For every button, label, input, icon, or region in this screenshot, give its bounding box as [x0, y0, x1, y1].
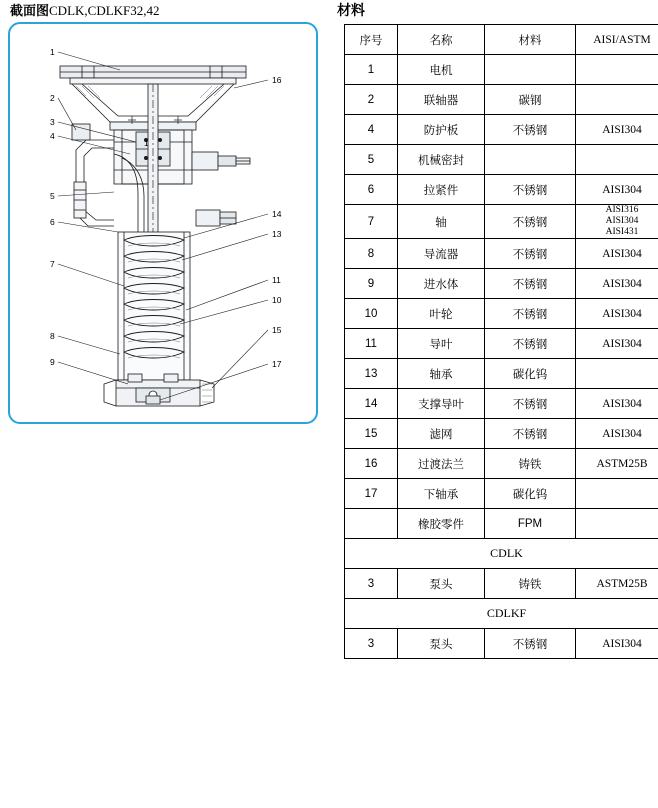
cell-standard [576, 85, 658, 115]
callout-17: 17 [272, 359, 282, 369]
cell-standard: AISI304 [576, 269, 658, 299]
cell-no: 4 [345, 115, 398, 145]
cell-no: 1 [345, 55, 398, 85]
pump-cross-section-drawing [10, 24, 316, 422]
page-title-cross-section [10, 0, 160, 19]
cell-no: 15 [345, 419, 398, 449]
table-row [345, 55, 658, 85]
cell-no: 16 [345, 449, 398, 479]
callout-11: 11 [272, 275, 281, 285]
cell-no: 10 [345, 299, 398, 329]
cell-no: 2 [345, 85, 398, 115]
cell-no: 5 [345, 145, 398, 175]
cell-standard: ASTM25B [576, 449, 658, 479]
table-group-row [345, 599, 658, 629]
cell-standard [576, 509, 658, 539]
callout-9: 9 [50, 357, 55, 367]
cell-name: 导叶 [398, 329, 485, 359]
materials-table [344, 24, 658, 659]
cell-name: 轴 [398, 205, 485, 239]
cell-material: 不锈钢 [485, 115, 576, 145]
table-row [345, 299, 658, 329]
callout-5: 5 [50, 191, 55, 201]
cell-standard: AISI304 [576, 115, 658, 145]
cell-name: 橡胶零件 [398, 509, 485, 539]
table-row [345, 269, 658, 299]
cell-material: 不锈钢 [485, 389, 576, 419]
callout-15: 15 [272, 325, 282, 335]
table-row [345, 175, 658, 205]
materials-title: 材料 [337, 2, 365, 18]
table-row [345, 115, 658, 145]
callout-6: 6 [50, 217, 55, 227]
cell-material: FPM [485, 509, 576, 539]
cell-name: 滤网 [398, 419, 485, 449]
callout-13: 13 [272, 229, 282, 239]
table-row [345, 239, 658, 269]
table-group-label: CDLK [345, 539, 658, 569]
cell-name: 拉紧件 [398, 175, 485, 205]
cell-standard: AISI304 [576, 175, 658, 205]
table-header-row [345, 25, 658, 55]
cell-name: 轴承 [398, 359, 485, 389]
section-materials [330, 0, 658, 808]
callout-3: 3 [50, 117, 55, 127]
cell-name: 叶轮 [398, 299, 485, 329]
cell-no: 6 [345, 175, 398, 205]
cell-name: 过渡法兰 [398, 449, 485, 479]
cell-standard: AISI304 [576, 239, 658, 269]
table-row [345, 629, 658, 659]
cell-standard: AISI316 AISI304 AISI431 [576, 205, 658, 239]
cell-no: 17 [345, 479, 398, 509]
callout-2: 2 [50, 93, 55, 103]
cell-name: 支撑导叶 [398, 389, 485, 419]
table-row [345, 329, 658, 359]
cell-material: 铸铁 [485, 449, 576, 479]
cell-material: 不锈钢 [485, 239, 576, 269]
cell-name: 导流器 [398, 239, 485, 269]
cell-standard [576, 359, 658, 389]
cell-name: 进水体 [398, 269, 485, 299]
callout-14: 14 [272, 209, 282, 219]
table-group-label: CDLKF [345, 599, 658, 629]
cell-no [345, 509, 398, 539]
callout-16: 16 [272, 75, 282, 85]
header-material: 材料 [485, 25, 576, 55]
cell-material: 碳化钨 [485, 359, 576, 389]
cell-standard [576, 55, 658, 85]
table-row [345, 419, 658, 449]
cell-material: 不锈钢 [485, 299, 576, 329]
header-standard: AISI/ASTM [576, 25, 658, 55]
table-row [345, 85, 658, 115]
table-row [345, 359, 658, 389]
cell-standard: AISI304 [576, 389, 658, 419]
cell-material: 不锈钢 [485, 629, 576, 659]
cell-no: 3 [345, 569, 398, 599]
cell-no: 11 [345, 329, 398, 359]
table-row [345, 389, 658, 419]
cell-material: 不锈钢 [485, 419, 576, 449]
table-row [345, 509, 658, 539]
cell-name: 泵头 [398, 569, 485, 599]
cell-material: 碳化钨 [485, 479, 576, 509]
table-group-row [345, 539, 658, 569]
cell-material: 不锈钢 [485, 175, 576, 205]
cell-no: 13 [345, 359, 398, 389]
diagram-frame [8, 22, 318, 424]
cell-standard: AISI304 [576, 419, 658, 449]
cell-material [485, 145, 576, 175]
callout-7: 7 [50, 259, 55, 269]
cell-no: 9 [345, 269, 398, 299]
cell-material: 不锈钢 [485, 269, 576, 299]
cell-material: 铸铁 [485, 569, 576, 599]
table-row [345, 145, 658, 175]
callout-1: 1 [50, 47, 55, 57]
cell-material: 碳钢 [485, 85, 576, 115]
cell-name: 机械密封 [398, 145, 485, 175]
cell-name: 防护板 [398, 115, 485, 145]
cell-no: 14 [345, 389, 398, 419]
cell-standard: AISI304 [576, 329, 658, 359]
table-row [345, 205, 658, 239]
cell-material [485, 55, 576, 85]
cell-standard: AISI304 [576, 629, 658, 659]
table-row [345, 569, 658, 599]
table-row [345, 449, 658, 479]
cell-standard: AISI304 [576, 299, 658, 329]
callout-4: 4 [50, 131, 55, 141]
cell-standard [576, 479, 658, 509]
callout-10: 10 [272, 295, 282, 305]
callout-center-1: 1 [144, 138, 149, 148]
table-row [345, 479, 658, 509]
header-name: 名称 [398, 25, 485, 55]
cell-standard [576, 145, 658, 175]
header-no: 序号 [345, 25, 398, 55]
cell-name: 泵头 [398, 629, 485, 659]
cell-material: 不锈钢 [485, 205, 576, 239]
cell-name: 电机 [398, 55, 485, 85]
cell-no: 3 [345, 629, 398, 659]
callout-8: 8 [50, 331, 55, 341]
cell-no: 8 [345, 239, 398, 269]
cross-section-title-main: 截面图 [10, 3, 50, 18]
cell-no: 7 [345, 205, 398, 239]
materials-table-body [345, 55, 658, 659]
cell-name: 联轴器 [398, 85, 485, 115]
cross-section-title-sub: CDLK,CDLKF32,42 [49, 3, 160, 18]
cell-material: 不锈钢 [485, 329, 576, 359]
cell-name: 下轴承 [398, 479, 485, 509]
cell-standard: ASTM25B [576, 569, 658, 599]
